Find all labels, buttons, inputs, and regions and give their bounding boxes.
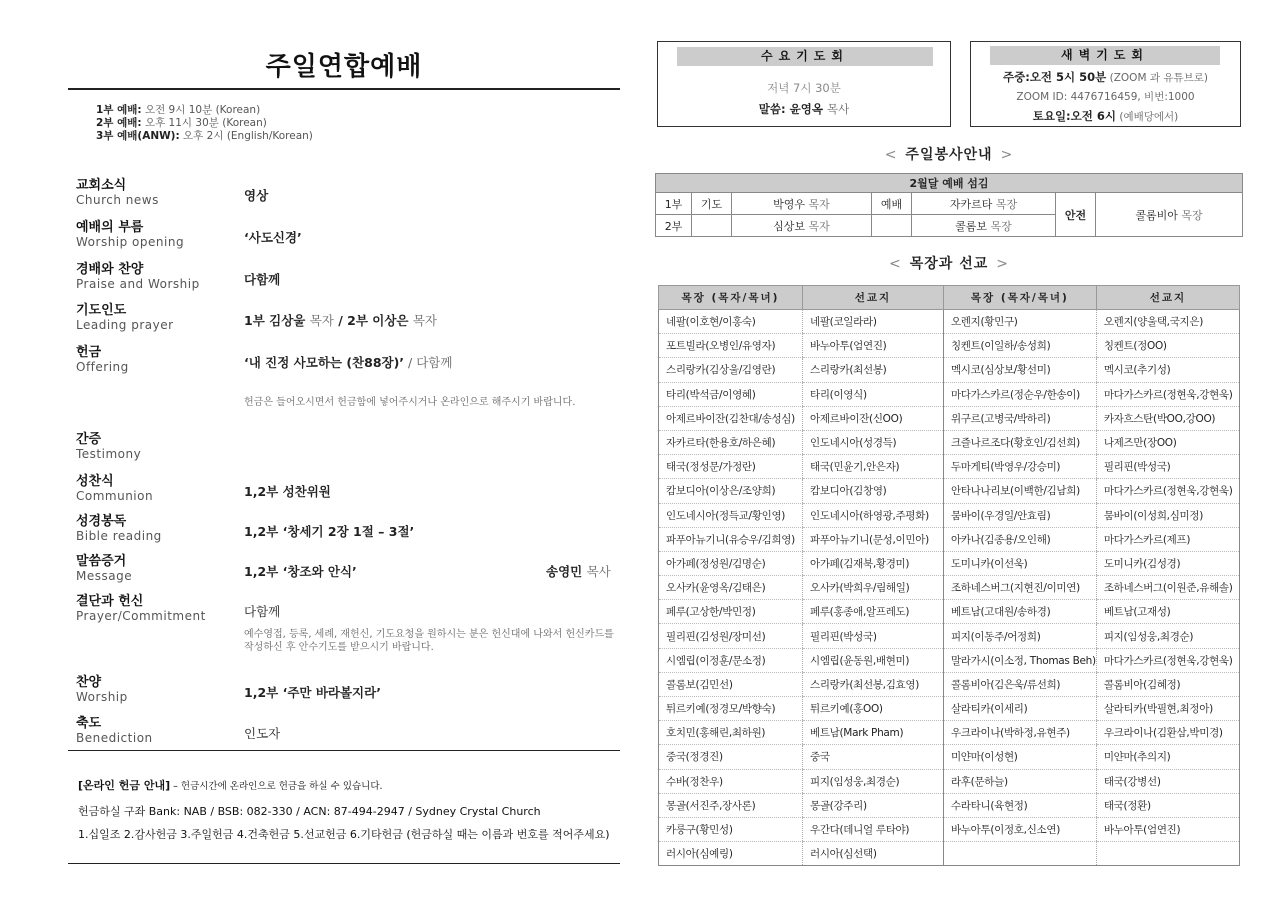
mokjang-cell: 튀르키예(정경모/박향숙) bbox=[659, 697, 803, 721]
order-label-en: Leading prayer bbox=[76, 318, 174, 332]
mokjang-cell: 아가페(정성원/김명순) bbox=[659, 551, 803, 575]
order-value: ‘내 진정 사모하는 (찬88장)’ / 다함께 bbox=[244, 355, 453, 370]
mission-field-cell: 페루(홍종애,알프레도) bbox=[802, 600, 943, 624]
mission-table bbox=[658, 285, 1240, 866]
mission-field-cell: 타리(이영식) bbox=[802, 382, 943, 406]
order-label-ko: 축도 bbox=[76, 716, 102, 731]
order-label-ko: 간증 bbox=[76, 432, 102, 447]
preacher: 송영민 목사 bbox=[546, 564, 611, 579]
mokjang-cell: 파푸아뉴기니(유승우/김희영) bbox=[659, 527, 803, 551]
order-label-ko: 말씀증거 bbox=[76, 554, 127, 569]
mission-table-header bbox=[659, 286, 1240, 310]
dawn-zoom: ZOOM ID: 4476716459, 비번:1000 bbox=[1016, 91, 1195, 103]
order-label-ko: 성찬식 bbox=[76, 474, 114, 489]
mokjang-cell: 수바(정찬우) bbox=[659, 769, 803, 793]
mission-field-cell: 인도네시아(성경득) bbox=[802, 430, 943, 454]
mission-field-cell: 네팔(코일라라) bbox=[802, 310, 943, 334]
mission-field-cell: 시엠립(윤동원,배현미) bbox=[802, 648, 943, 672]
order-label-en: Offering bbox=[76, 360, 129, 374]
mokjang-cell: 필리핀(김성원/장미선) bbox=[659, 624, 803, 648]
mokjang-cell: 스리랑카(김상울/김영란) bbox=[659, 358, 803, 382]
wednesday-time: 저녁 7시 30분 bbox=[767, 81, 841, 95]
service-time-3: 3부 예배(ANW): 오후 2시 (English/Korean) bbox=[96, 130, 313, 142]
order-label-ko: 성경봉독 bbox=[76, 514, 127, 529]
column-header: 목장 (목자/목녀) bbox=[943, 286, 1096, 310]
mokjang-cell: 베트남(고대원/송하경) bbox=[943, 600, 1096, 624]
duty-role2 bbox=[872, 215, 912, 237]
mokjang-cell: 바누아투(이정호,신소연) bbox=[943, 817, 1096, 841]
mission-field-cell: 멕시코(추기성) bbox=[1096, 358, 1239, 382]
order-label-en: Worship opening bbox=[76, 235, 185, 249]
mokjang-cell: 포트빌라(오병인/유영자) bbox=[659, 334, 803, 358]
mokjang-cell: 크즐나르조다(황호인/김선희) bbox=[943, 430, 1096, 454]
mokjang-cell: 시엠립(이정훈/문소정) bbox=[659, 648, 803, 672]
wednesday-prayer-title: 수요기도회 bbox=[677, 47, 933, 66]
mission-field-cell: 인도네시아(하영광,주평화) bbox=[802, 503, 943, 527]
mission-field-cell: 아가페(김재북,황경미) bbox=[802, 551, 943, 575]
mission-field-cell: 아제르바이잔(신OO) bbox=[802, 406, 943, 430]
mokjang-cell: 피지(이동주/어정희) bbox=[943, 624, 1096, 648]
duty-part: 2부 bbox=[656, 215, 692, 237]
order-label-ko: 경배와 찬양 bbox=[76, 262, 144, 277]
mokjang-cell: 뭄바이(우경일/안효림) bbox=[943, 503, 1096, 527]
page-title: 주일연합예배 bbox=[265, 52, 423, 82]
order-value: ‘사도신경’ bbox=[244, 230, 302, 245]
mokjang-cell: 중국(정경진) bbox=[659, 745, 803, 769]
mission-field-cell: 태국(정환) bbox=[1096, 793, 1239, 817]
mission-field-cell bbox=[1096, 842, 1239, 866]
order-value: 다함께 bbox=[244, 272, 281, 287]
table-row bbox=[659, 842, 1240, 866]
order-item-worship bbox=[76, 675, 616, 704]
mokjang-cell: 수라타니(육현정) bbox=[943, 793, 1096, 817]
table-row bbox=[659, 769, 1240, 793]
order-item-worship-opening bbox=[76, 220, 616, 249]
order-item-bible-reading bbox=[76, 514, 616, 543]
offering-heading: [온라인 헌금 안내] – 헌금시간에 온라인으로 헌금을 하실 수 있습니다. bbox=[78, 779, 383, 792]
order-value: 1,2부 ‘창조와 안식’ bbox=[244, 564, 357, 579]
table-row bbox=[659, 697, 1240, 721]
order-value: 영상 bbox=[244, 188, 269, 203]
duty-name2: 자카르타 목장 bbox=[912, 193, 1056, 215]
order-item-praise bbox=[76, 262, 616, 291]
mission-field-cell: 스리랑카(최선봉,김효영) bbox=[802, 672, 943, 696]
order-label-en: Praise and Worship bbox=[76, 277, 200, 291]
dawn-prayer-box bbox=[970, 41, 1241, 127]
mission-field-cell: 태국(민윤기,안은자) bbox=[802, 455, 943, 479]
table-row bbox=[659, 551, 1240, 575]
mokjang-cell: 미얀마(이성현) bbox=[943, 745, 1096, 769]
mission-field-cell: 살라티카(박필현,최정아) bbox=[1096, 697, 1239, 721]
safety-name: 콜롬비아 목장 bbox=[1096, 193, 1243, 237]
mokjang-cell: 오렌지(황민구) bbox=[943, 310, 1096, 334]
order-label-en: Communion bbox=[76, 489, 154, 503]
mission-field-cell: 오렌지(양울택,국지은) bbox=[1096, 310, 1239, 334]
table-row bbox=[659, 793, 1240, 817]
duty-table bbox=[655, 173, 1243, 237]
order-label-en: Prayer/Commitment bbox=[76, 609, 206, 623]
mokjang-cell: 우크라이나(박하정,유현주) bbox=[943, 721, 1096, 745]
service-time-1: 1부 예배: 오전 9시 10분 (Korean) bbox=[96, 104, 261, 116]
table-row bbox=[659, 600, 1240, 624]
mission-field-cell: 우간다(데니얼 루타야) bbox=[802, 817, 943, 841]
dawn-weekday: 주중:오전 5시 50분 (ZOOM 과 유튜브로) bbox=[1003, 70, 1208, 84]
order-item-commitment bbox=[76, 594, 616, 653]
mokjang-cell: 콜롬비아(김은욱/류선희) bbox=[943, 672, 1096, 696]
mission-field-cell: 우크라이나(김환삼,박미경) bbox=[1096, 721, 1239, 745]
mission-table-body bbox=[659, 310, 1240, 866]
column-header: 목장 (목자/목녀) bbox=[659, 286, 803, 310]
wednesday-prayer-box bbox=[657, 41, 951, 127]
order-item-leading-prayer bbox=[76, 303, 616, 332]
mission-field-cell: 마다가스카르(정현욱,강현욱) bbox=[1096, 479, 1239, 503]
column-header: 선교지 bbox=[802, 286, 943, 310]
mission-field-cell: 바누아투(엄연진) bbox=[1096, 817, 1239, 841]
mokjang-cell: 라후(문하늘) bbox=[943, 769, 1096, 793]
mission-field-cell: 콜롬비아(김혜정) bbox=[1096, 672, 1239, 696]
order-value: 다함께 bbox=[244, 604, 281, 619]
order-label-ko: 헌금 bbox=[76, 345, 102, 360]
mission-field-cell: 카자흐스탄(박OO,강OO) bbox=[1096, 406, 1239, 430]
mission-field-cell: 조하네스버그(이원준,유해솔) bbox=[1096, 576, 1239, 600]
mokjang-cell: 멕시코(심상보/황선미) bbox=[943, 358, 1096, 382]
mokjang-cell: 자카르타(한용호/하은혜) bbox=[659, 430, 803, 454]
mokjang-cell: 두마게티(박영우/강승미) bbox=[943, 455, 1096, 479]
title-divider bbox=[68, 88, 620, 90]
mission-field-cell: 필리핀(박성국) bbox=[802, 624, 943, 648]
table-row bbox=[659, 721, 1240, 745]
mission-field-cell: 태국(강병선) bbox=[1096, 769, 1239, 793]
mission-field-cell: 마다가스카르(정현욱,강현욱) bbox=[1096, 648, 1239, 672]
duty-role: 기도 bbox=[692, 193, 732, 215]
table-row bbox=[659, 430, 1240, 454]
order-label-en: Benediction bbox=[76, 731, 153, 745]
mission-field-cell: 오사카(박희우/림해일) bbox=[802, 576, 943, 600]
mokjang-cell bbox=[943, 842, 1096, 866]
order-item-church-news bbox=[76, 178, 616, 207]
mission-field-cell: 마다가스카르(제프) bbox=[1096, 527, 1239, 551]
order-item-message bbox=[76, 554, 616, 583]
order-label-ko: 기도인도 bbox=[76, 303, 127, 318]
mission-field-cell: 러시아(심선택) bbox=[802, 842, 943, 866]
mokjang-cell: 안타나나리보(이백한/김남희) bbox=[943, 479, 1096, 503]
offering-note: 헌금은 들어오시면서 헌금함에 넣어주시거나 온라인으로 해주시기 바랍니다. bbox=[244, 397, 576, 408]
order-value: 인도자 bbox=[244, 726, 281, 741]
mokjang-cell: 콜롬보(김민선) bbox=[659, 672, 803, 696]
table-row bbox=[659, 576, 1240, 600]
mokjang-cell: 살라티카(이세리) bbox=[943, 697, 1096, 721]
order-label-en: Message bbox=[76, 569, 133, 583]
mokjang-cell: 위구르(고병국/박하리) bbox=[943, 406, 1096, 430]
mokjang-cell: 말라가시(이소정, Thomas Beh) bbox=[943, 648, 1096, 672]
order-item-benediction bbox=[76, 716, 616, 745]
mission-field-cell: 베트남(Mark Pham) bbox=[802, 721, 943, 745]
duty-name: 심상보 목자 bbox=[732, 215, 872, 237]
duty-name2: 콜롬보 목장 bbox=[912, 215, 1056, 237]
table-row bbox=[659, 382, 1240, 406]
mokjang-cell: 칭켄트(이일하/송성희) bbox=[943, 334, 1096, 358]
mission-field-cell: 몽골(강주리) bbox=[802, 793, 943, 817]
duty-role bbox=[692, 215, 732, 237]
table-row bbox=[659, 624, 1240, 648]
mokjang-cell: 호치민(홍해린,최하원) bbox=[659, 721, 803, 745]
mokjang-cell: 페루(고상한/박민정) bbox=[659, 600, 803, 624]
mokjang-cell: 네팔(이호현/이홍숙) bbox=[659, 310, 803, 334]
mokjang-cell: 몽골(서진주,장사론) bbox=[659, 793, 803, 817]
mission-field-cell: 나제즈만(장OO) bbox=[1096, 430, 1239, 454]
mokjang-cell: 아카나(김종용/오인해) bbox=[943, 527, 1096, 551]
mission-field-cell: 필리핀(박성국) bbox=[1096, 455, 1239, 479]
mission-field-cell: 파푸아뉴기니(문성,이민아) bbox=[802, 527, 943, 551]
mission-field-cell: 마다가스카르(정현욱,강현욱) bbox=[1096, 382, 1239, 406]
mission-field-cell: 피지(임성웅,최경순) bbox=[1096, 624, 1239, 648]
duty-section-title: < 주일봉사안내 > bbox=[884, 147, 1014, 163]
duty-name: 박영우 목자 bbox=[732, 193, 872, 215]
service-time-2: 2부 예배: 오후 11시 30분 (Korean) bbox=[96, 117, 267, 129]
order-label-ko: 예배의 부름 bbox=[76, 220, 144, 235]
table-row bbox=[659, 745, 1240, 769]
mokjang-cell: 카룽구(황민성) bbox=[659, 817, 803, 841]
mokjang-cell: 타리(박석금/이영혜) bbox=[659, 382, 803, 406]
mission-field-cell: 바누아투(엄연진) bbox=[802, 334, 943, 358]
table-row bbox=[659, 648, 1240, 672]
mokjang-cell: 러시아(심예링) bbox=[659, 842, 803, 866]
mission-field-cell: 베트남(고재성) bbox=[1096, 600, 1239, 624]
mokjang-cell: 아제르바이잔(김찬대/송성심) bbox=[659, 406, 803, 430]
order-item-testimony bbox=[76, 432, 616, 461]
order-label-ko: 찬양 bbox=[76, 675, 102, 690]
mokjang-cell: 조하네스버그(지현진/이미연) bbox=[943, 576, 1096, 600]
mission-field-cell: 스리랑카(최선봉) bbox=[802, 358, 943, 382]
order-item-communion bbox=[76, 474, 616, 503]
table-row bbox=[659, 358, 1240, 382]
order-label-en: Church news bbox=[76, 193, 159, 207]
mission-field-cell: 도미니카(김성경) bbox=[1096, 551, 1239, 575]
mission-field-cell: 미얀마(추의지) bbox=[1096, 745, 1239, 769]
order-label-en: Worship bbox=[76, 690, 128, 704]
order-label-ko: 결단과 헌신 bbox=[76, 594, 144, 609]
table-row bbox=[656, 193, 1243, 215]
table-row bbox=[659, 527, 1240, 551]
column-header: 선교지 bbox=[1096, 286, 1239, 310]
offering-bank: 헌금하실 구좌 Bank: NAB / BSB: 082-330 / ACN: 87-494-2947 / Sydney Crystal Church bbox=[78, 805, 541, 818]
mokjang-cell: 도미니카(이선욱) bbox=[943, 551, 1096, 575]
order-value: 1,2부 성찬위원 bbox=[244, 484, 331, 499]
offering-types: 1.십일조 2.감사헌금 3.주일헌금 4.건축헌금 5.선교헌금 6.기타헌금 (헌금하실 때는 이름과 번호를 적어주세요) bbox=[78, 828, 610, 841]
mission-field-cell: 뭄바이(이성희,심미정) bbox=[1096, 503, 1239, 527]
order-label-en: Bible reading bbox=[76, 529, 162, 543]
mokjang-cell: 마다가스카르(정순우/한송이) bbox=[943, 382, 1096, 406]
dawn-prayer-title: 새벽기도회 bbox=[990, 46, 1220, 65]
mokjang-cell: 태국(정성문/가정란) bbox=[659, 455, 803, 479]
mokjang-cell: 캄보디아(이상은/조양희) bbox=[659, 479, 803, 503]
sunday-worship-page bbox=[68, 0, 620, 905]
mission-field-cell: 피지(임성웅,최경순) bbox=[802, 769, 943, 793]
order-label-en: Testimony bbox=[76, 447, 142, 461]
mission-section-title: < 목장과 선교 > bbox=[889, 256, 1009, 272]
table-row bbox=[659, 455, 1240, 479]
table-row bbox=[659, 672, 1240, 696]
order-value: 1,2부 ‘주만 바라볼지라’ bbox=[244, 685, 381, 700]
table-row bbox=[659, 479, 1240, 503]
commitment-note: 예수영접, 등록, 세례, 재헌신, 기도요청을 원하시는 분은 헌신대에 나와서 헌신카드를 작성하신 후 안수기도를 받으시기 바랍니다. bbox=[244, 629, 614, 653]
table-row bbox=[659, 406, 1240, 430]
dawn-saturday: 토요일:오전 6시 (예배당에서) bbox=[1032, 109, 1179, 123]
order-label-ko: 교회소식 bbox=[76, 178, 127, 193]
wednesday-speaker: 말씀: 윤영옥 목사 bbox=[758, 102, 850, 116]
table-row bbox=[659, 503, 1240, 527]
mokjang-cell: 인도네시아(정득교/황인영) bbox=[659, 503, 803, 527]
online-offering-info bbox=[68, 750, 620, 864]
mokjang-cell: 오사카(윤영옥/김태은) bbox=[659, 576, 803, 600]
duty-role2: 예배 bbox=[872, 193, 912, 215]
mission-field-cell: 칭켄트(정OO) bbox=[1096, 334, 1239, 358]
safety-label: 안전 bbox=[1056, 193, 1096, 237]
table-row bbox=[659, 310, 1240, 334]
table-row bbox=[659, 334, 1240, 358]
table-row bbox=[659, 817, 1240, 841]
mission-field-cell: 중국 bbox=[802, 745, 943, 769]
duty-table-header: 2월달 예배 섬김 bbox=[656, 174, 1243, 193]
order-item-offering bbox=[76, 345, 616, 408]
mission-field-cell: 캄보디아(김창영) bbox=[802, 479, 943, 503]
duty-part: 1부 bbox=[656, 193, 692, 215]
service-times bbox=[96, 104, 313, 143]
order-value: 1부 김상울 목자 / 2부 이상은 목자 bbox=[244, 313, 437, 328]
order-value: 1,2부 ‘창세기 2장 1절 – 3절’ bbox=[244, 524, 415, 539]
mission-field-cell: 튀르키예(홍OO) bbox=[802, 697, 943, 721]
